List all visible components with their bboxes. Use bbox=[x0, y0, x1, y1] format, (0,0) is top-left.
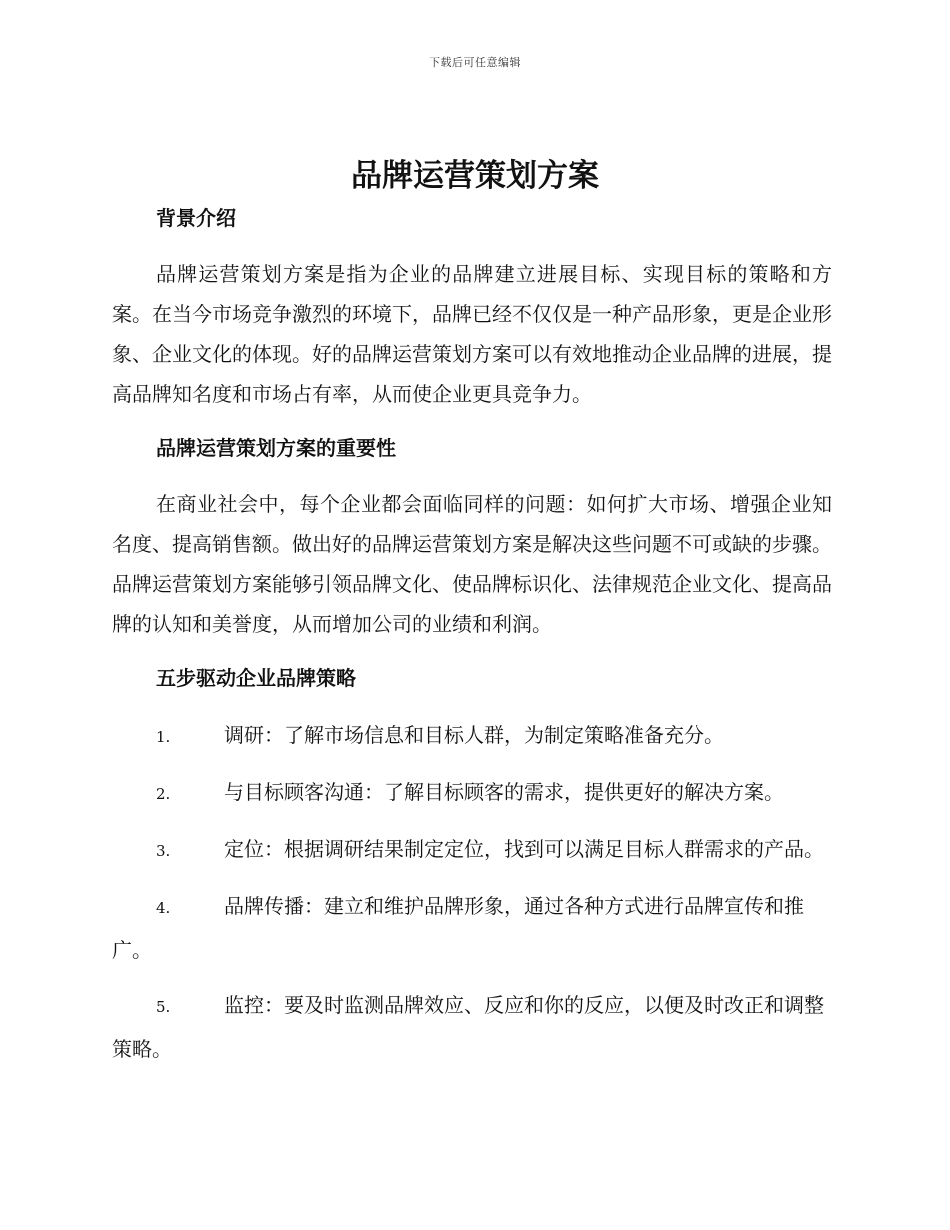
five-steps-list bbox=[112, 714, 832, 1070]
list-item bbox=[112, 885, 832, 971]
section-heading-importance: 品牌运营策划方案的重要性 bbox=[156, 436, 396, 460]
list-item-text: 定位：根据调研结果制定定位，找到可以满足目标人群需求的产品。 bbox=[224, 837, 824, 861]
list-item bbox=[112, 771, 832, 815]
section-paragraph-importance: 在商业社会中，每个企业都会面临同样的问题：如何扩大市场、增强企业知名度、提高销售额。做出好的品牌运营策划方案是解决这些问题不可或缺的步骤。品牌运营策划方案能够引领品牌文化、使品牌标识化、法律规范企业文化、提高品牌的认知和美誉度，从而增加公司的业绩和利润。 bbox=[112, 492, 832, 636]
document-body bbox=[112, 198, 832, 1083]
list-item-text: 品牌传播：建立和维护品牌形象，通过各种方式进行品牌宣传和推广。 bbox=[112, 894, 804, 962]
header-note: 下载后可任意编辑 bbox=[429, 56, 521, 69]
document-title: 品牌运营策划方案 bbox=[351, 158, 599, 194]
list-item-number: 1. bbox=[156, 728, 171, 746]
list-item bbox=[112, 714, 832, 758]
section-paragraph-background: 品牌运营策划方案是指为企业的品牌建立进展目标、实现目标的策略和方案。在当今市场竞争激烈的环境下，品牌已经不仅仅是一种产品形象，更是企业形象、企业文化的体现。好的品牌运营策划方案可以有效地推动企业品牌的进展，提高品牌知名度和市场占有率，从而使企业更具竞争力。 bbox=[112, 262, 832, 406]
list-item bbox=[112, 828, 832, 872]
list-item-number: 5. bbox=[156, 998, 171, 1016]
list-item-number: 4. bbox=[156, 899, 171, 917]
list-item bbox=[112, 984, 832, 1070]
section-heading-background: 背景介绍 bbox=[156, 206, 236, 230]
section-heading-five-steps: 五步驱动企业品牌策略 bbox=[156, 666, 356, 690]
list-item-text: 调研：了解市场信息和目标人群，为制定策略准备充分。 bbox=[224, 723, 724, 747]
list-item-number: 3. bbox=[156, 842, 171, 860]
list-item-number: 2. bbox=[156, 785, 171, 803]
list-item-text: 监控：要及时监测品牌效应、反应和你的反应，以便及时改正和调整策略。 bbox=[112, 993, 824, 1061]
list-item-text: 与目标顾客沟通：了解目标顾客的需求，提供更好的解决方案。 bbox=[224, 780, 784, 804]
